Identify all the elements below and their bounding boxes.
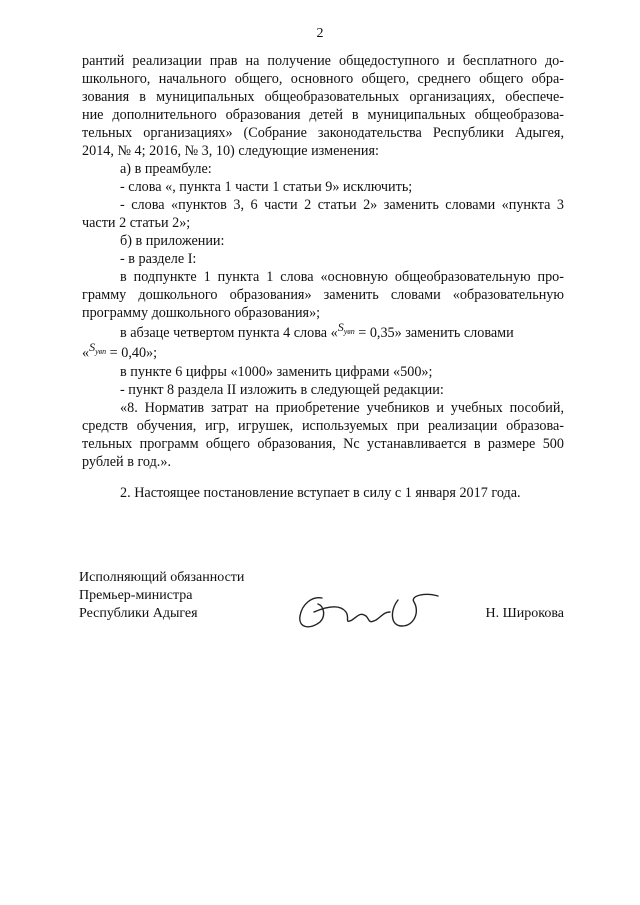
signatory-title-line: Республики Адыгея — [79, 606, 198, 621]
text-line: части 2 статьи 2»; — [82, 215, 191, 231]
text-line: рантий реализации прав на получение общедоступного и бесплатного до- — [82, 53, 564, 69]
text-line: 2. Настоящее постановление вступает в силу с 1 января 2017 года. — [120, 485, 521, 501]
formula-prefix: в абзаце четвертом пункта 4 слова « — [120, 325, 338, 341]
text-line: в пункте 6 цифры «1000» заменить цифрами «500»; — [120, 364, 433, 380]
text-line: в подпункте 1 пункта 1 слова «основную общеобразовательную про- — [120, 269, 564, 285]
handwritten-signature — [294, 586, 444, 636]
formula-symbol: Sувп — [89, 340, 107, 356]
text-line: зования в муниципальных общеобразовательных организациях, обеспече- — [82, 89, 564, 105]
page-number: 2 — [316, 26, 324, 41]
text-line: ние дополнительного образования детей в муниципальных общеобразова- — [82, 107, 564, 123]
text-line: - слова «, пункта 1 части 1 статьи 9» исключить; — [120, 179, 413, 195]
signatory-title-line: Исполняющий обязанности — [79, 570, 245, 585]
text-line: «8. Норматив затрат на приобретение учебников и учебных пособий, — [120, 400, 564, 416]
formula-prefix: « — [82, 345, 90, 361]
formula-value: = 0,35» — [354, 325, 402, 341]
text-line: б) в приложении: — [120, 233, 225, 249]
signatory-title-line: Премьер-министра — [79, 588, 193, 603]
text-line: 2014, № 4; 2016, № 3, 10) следующие изменения: — [82, 143, 379, 159]
text-line: средств обучения, игр, игрушек, используемых при реализации образова- — [82, 418, 564, 434]
text-line: программу дошкольного образования»; — [82, 305, 321, 321]
text-line: - слова «пунктов 3, 6 части 2 статьи 2» заменить словами «пункта 3 — [120, 197, 564, 213]
text-line: тельных организациях» (Собрание законодательства Республики Адыгея, — [82, 125, 564, 141]
text-line: грамму дошкольного образования» заменить словами «образовательную — [82, 287, 564, 303]
signatory-title — [79, 569, 244, 623]
formula-value: = 0,40»; — [106, 345, 158, 361]
formula-symbol: Sувп — [337, 320, 355, 336]
text-line: тельных программ общего образования, Nc устанавливается в размере 500 — [82, 436, 564, 452]
text-line: школьного, начального общего, основного общего, среднего общего обра- — [82, 71, 564, 87]
text-line: - пункт 8 раздела II изложить в следующей редакции: — [120, 382, 444, 398]
text-line: - в разделе I: — [120, 251, 197, 267]
text-line: а) в преамбуле: — [120, 161, 212, 177]
text-line: рублей в год.». — [82, 454, 171, 470]
formula-suffix: заменить словами — [401, 325, 514, 341]
signatory-name: Н. Широкова — [485, 606, 564, 621]
